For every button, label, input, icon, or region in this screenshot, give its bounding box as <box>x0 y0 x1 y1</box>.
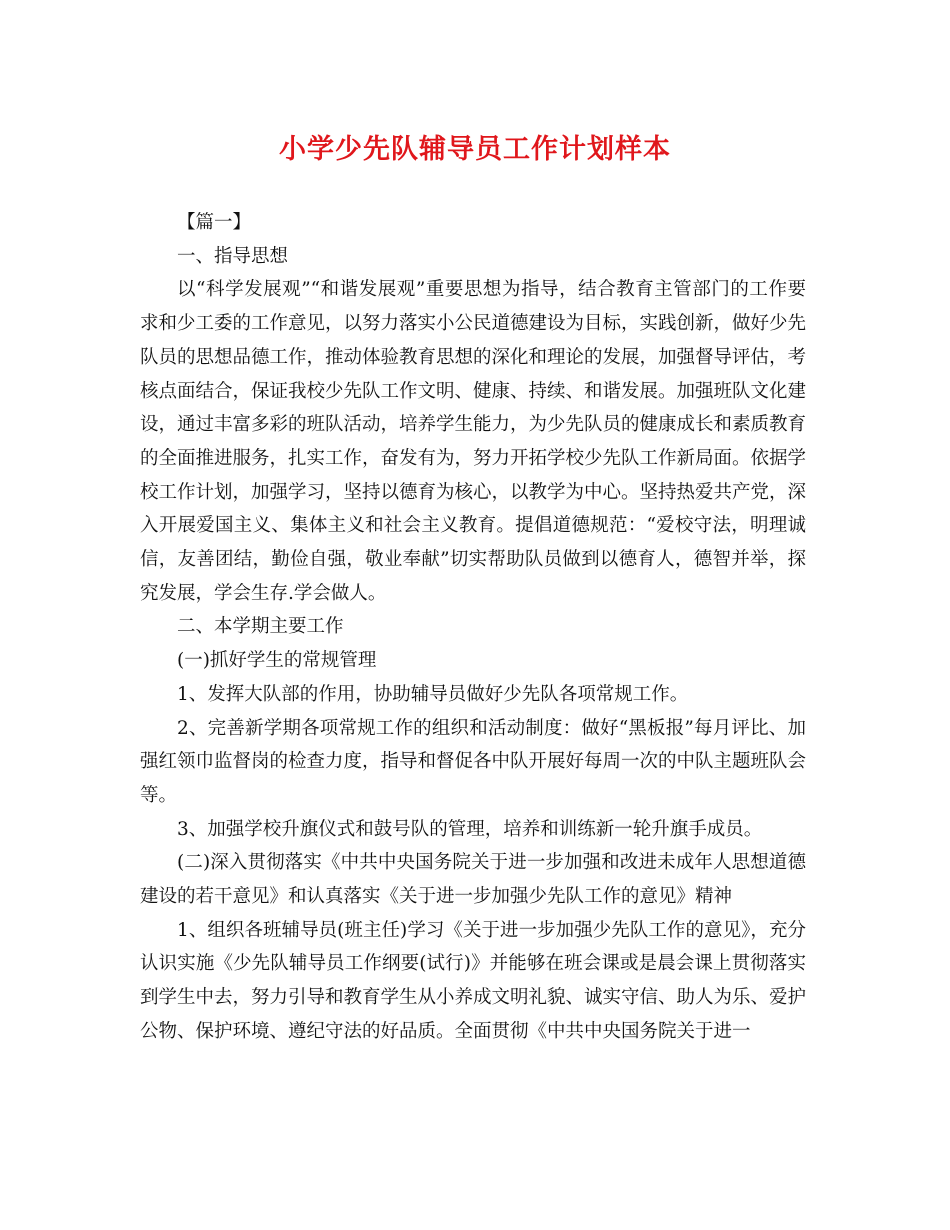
document-title: 小学少先队辅导员工作计划样本 <box>279 134 671 165</box>
heading-main-work: 二、本学期主要工作 <box>177 616 344 638</box>
document-body <box>140 206 806 1049</box>
item-3: 3、加强学校升旗仪式和鼓号队的管理，培养和训练新一轮升旗手成员。 <box>177 818 763 840</box>
subheading-routine-management: (一)抓好学生的常规管理 <box>177 650 377 672</box>
section-tag: 【篇一】 <box>177 212 252 233</box>
subheading-implementation: (二)深入贯彻落实《中共中央国务院关于进一步加强和改进未成年人思想道德建设的若干意见》和认真落实《关于进一步加强少先队工作的意见》精神 <box>140 852 806 908</box>
item-1: 1、发挥大队部的作用，协助辅导员做好少先队各项常规工作。 <box>177 683 689 705</box>
item-2: 2、完善新学期各项常规工作的组织和活动制度：做好“黑板报”每月评比、加强红领巾监督岗的检查力度，指导和督促各中队开展好每周一次的中队主题班队会等。 <box>140 717 807 806</box>
paragraph-guiding-thought: 以“科学发展观”“和谐发展观”重要思想为指导，结合教育主管部门的工作要求和少工委的工作意见，以努力落实小公民道德建设为目标，实践创新，做好少先队员的思想品德工作，推动体验教育思想的深化和理论的发展，加强督导评估，考核点面结合，保证我校少先队工作文明、健康、持续、和谐发展。加强班队文化建设，通过丰富多彩的班队活动，培养学生能力，为少先队员的健康成长和素质教育的全面推进服务，扎实工作，奋发有为，努力开拓学校少先队工作新局面。依据学校工作计划，加强学习，坚持以德育为核心，以教学为中心。坚持热爱共产党，深入开展爱国主义、集体主义和社会主义教育。提倡道德规范：“爱校守法，明理诚信，友善团结，勤俭自强，敬业奉献”切实帮助队员做到以德育人，德智并举，探究发展，学会生存.学会做人。 <box>140 279 807 604</box>
heading-guiding-thought: 一、指导思想 <box>177 245 289 267</box>
item-implementation-1: 1、组织各班辅导员(班主任)学习《关于进一步加强少先队工作的意见》，充分认识实施《少先队辅导员工作纲要(试行)》并能够在班会课或是晨会课上贯彻落实到学生中去，努力引导和教育学生从小养成文明礼貌、诚实守信、助人为乐、爱护公物、保护环境、遵纪守法的好品质。全面贯彻《中共中央国务院关于进一 <box>140 919 807 1042</box>
